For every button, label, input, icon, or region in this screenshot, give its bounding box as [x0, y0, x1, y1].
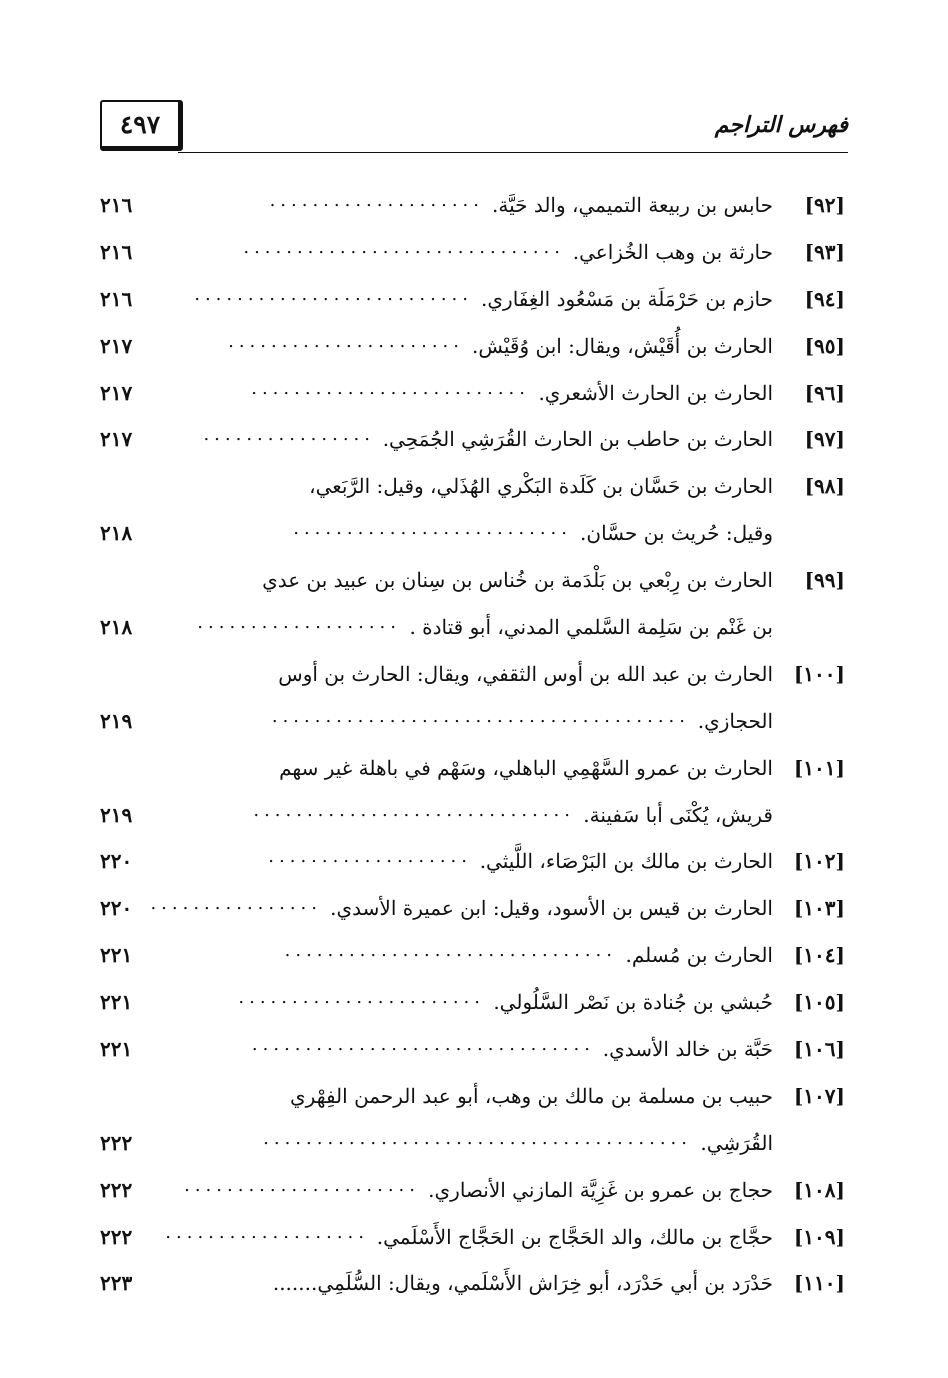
entry-number: [١٠٦] [793, 1037, 845, 1062]
leader-dots: ...................... [184, 1174, 420, 1196]
entry-name: الحارث بن الحارث الأشعري. [538, 380, 773, 405]
entry-page: ٢١٦ [100, 193, 133, 217]
entry-name: حبيب بن مسلمة بن مالك بن وهب، أبو عبد الرحمن الفِهْري [290, 1083, 773, 1108]
entry-number: [١٠٤] [793, 943, 845, 968]
index-entry [100, 229, 845, 276]
leader-dots: .......................... [194, 283, 473, 305]
page-number-box: ٤٩٧ [100, 100, 183, 151]
entry-page: ٢٢١ [100, 990, 133, 1015]
leader-dots: ................... [268, 846, 472, 868]
entry-number: [١٠٣] [793, 896, 845, 921]
entry-number: [١١٠] [793, 1271, 845, 1296]
index-entry [100, 323, 845, 370]
index-entry [100, 416, 845, 463]
entry-name: قريش، يُكْنَى أبا سَفينة. [583, 802, 773, 827]
entry-number: [٩٣] [804, 239, 845, 264]
index-entry [100, 370, 845, 417]
index-entry [100, 1026, 845, 1073]
leader-dots: ...................... [228, 330, 464, 352]
index-entry [100, 792, 845, 839]
entry-page: ٢٢٢ [100, 1130, 133, 1155]
entry-number: [٩٥] [804, 333, 845, 358]
entry-number: [٩٢] [804, 193, 845, 217]
index-entry [100, 838, 845, 885]
index-entry [100, 182, 845, 229]
leader-dots: ................................ [251, 1034, 595, 1056]
entry-page: ٢١٧ [100, 380, 133, 405]
entry-page: ٢١٩ [100, 802, 133, 827]
entry-name: حجاج بن عمرو بن غَزِيَّة المازني الأنصاري. [428, 1177, 773, 1202]
entry-name: حَبَّة بن خالد الأسدي. [602, 1037, 773, 1062]
entry-name: حازم بن حَرْمَلَة بن مَسْعُود الغِفَاري. [481, 286, 773, 311]
index-entry [100, 932, 845, 979]
entry-page: ٢٢٠ [100, 896, 133, 921]
entry-number: [٩٨] [804, 474, 845, 499]
entry-page: ٢٢٢ [100, 1224, 133, 1249]
entry-number: [١٠٠] [793, 661, 845, 686]
entry-name: حُبشي بن جُنادة بن نَصْر السَّلُولي. [493, 990, 773, 1015]
entry-number: [٩٦] [804, 380, 845, 405]
entry-name: حارثة بن وهب الخُزاعي. [572, 239, 773, 264]
entry-number: [١٠٨] [793, 1177, 845, 1202]
index-entry [100, 698, 845, 745]
entry-name: الحارث بن مالك بن البَرْصَاء، اللَّيثي. [479, 849, 773, 874]
leader-dots: .......................... [293, 518, 572, 540]
entry-page: ٢١٦ [100, 239, 133, 264]
entry-number: [١٠٥] [793, 990, 845, 1015]
leader-dots: ................ [150, 893, 322, 915]
entry-page: ٢٢١ [100, 943, 133, 968]
entry-name: القُرَشِي. [700, 1130, 773, 1155]
index-entry [100, 651, 845, 698]
index-entry [100, 557, 845, 604]
entry-page: ٢١٨ [100, 615, 133, 640]
entry-name: الحجازي. [697, 708, 773, 733]
index-entry [100, 979, 845, 1026]
leader-dots: ................... [197, 612, 401, 634]
leader-dots: ........................................ [263, 1127, 692, 1149]
index-entry [100, 1073, 845, 1120]
entry-page: ٢٢٣ [100, 1271, 133, 1296]
leader-dots: ................ [203, 424, 375, 446]
index-entry [100, 1167, 845, 1214]
entry-page: ٢١٨ [100, 521, 133, 546]
entry-page: ٢٢٢ [100, 1177, 133, 1202]
entry-name: حَدْرَد بن أبي حَدْرَد، أبو خِرَاش الأَسْلَمي، ويقال: السُّلَمِي....... [272, 1271, 773, 1296]
entry-number: [١٠١] [793, 755, 845, 780]
entry-number: [٩٤] [804, 286, 845, 311]
index-entry [100, 1120, 845, 1167]
entry-page: ٢١٩ [100, 708, 133, 733]
entry-name: الحارث بن قيس بن الأسود، وقيل: ابن عميرة الأسدي. [330, 896, 773, 921]
leader-dots: .............................. [253, 799, 575, 821]
leader-dots: .......................... [251, 377, 530, 399]
entry-number: [٩٩] [804, 568, 845, 593]
running-title: فهرس التراجم [714, 112, 848, 138]
index-entry [100, 604, 845, 651]
index-entry [100, 276, 845, 323]
entry-page: ٢١٧ [100, 333, 133, 358]
entry-number: [٩٧] [804, 427, 845, 452]
entry-page: ٢١٧ [100, 427, 133, 452]
page-header [100, 100, 848, 158]
index-entry [100, 885, 845, 932]
index-entry [100, 745, 845, 792]
index-entry [100, 463, 845, 510]
entry-page: ٢١٦ [100, 286, 133, 311]
entry-number: [١٠٢] [793, 849, 845, 874]
leader-dots: ............................... [284, 940, 617, 962]
entry-name: الحارث بن عمرو السَّهْمِي الباهلي، وسَهْم في باهلة غير سهم [279, 755, 773, 780]
entry-name: الحارث بن حاطب بن الحارث القُرَشِي الجُمَحِي. [382, 427, 773, 452]
leader-dots: .............................. [243, 236, 565, 258]
entry-name: وقيل: حُريث بن حسَّان. [580, 521, 773, 546]
entry-number: [١٠٩] [793, 1224, 845, 1249]
entry-name: حجَّاج بن مالك، والد الحَجَّاج بن الحَجَّاج الأَسْلَمي. [376, 1224, 773, 1249]
entry-name: الحارث بن عبد الله بن أوس الثقفي، ويقال: الحارث بن أوس [278, 661, 773, 686]
entry-name: حابس بن ربيعة التميمي، والد حَيَّة. [492, 193, 773, 217]
index-entry [100, 1260, 845, 1307]
index-entries [100, 182, 845, 1307]
index-entry [100, 510, 845, 557]
leader-dots: ................... [165, 1221, 369, 1243]
entry-name: الحارث بن مُسلم. [625, 943, 773, 968]
index-entry [100, 1214, 845, 1261]
entry-name: الحارث بن رِبْعي بن بَلْدَمة بن خُناس بن سِنان بن عبيد بن عدي [262, 568, 773, 593]
entry-name: الحارث بن أُقَيْش، ويقال: ابن وُقَيْش. [472, 333, 773, 358]
leader-dots: ....................................... [271, 705, 690, 727]
entry-page: ٢٢٠ [100, 849, 133, 874]
entry-page: ٢٢١ [100, 1037, 133, 1062]
header-rule [178, 152, 848, 153]
entry-name: الحارث بن حَسَّان بن كَلَدة البَكْري الهُذَلي، وقيل: الرَّبَعي، [309, 474, 773, 499]
entry-name: بن غَنْم بن سَلِمة السَّلمي المدني، أبو قتادة . [409, 615, 773, 640]
leader-dots: .................... [269, 190, 484, 211]
leader-dots: ....................... [238, 987, 485, 1009]
entry-number: [١٠٧] [793, 1083, 845, 1108]
